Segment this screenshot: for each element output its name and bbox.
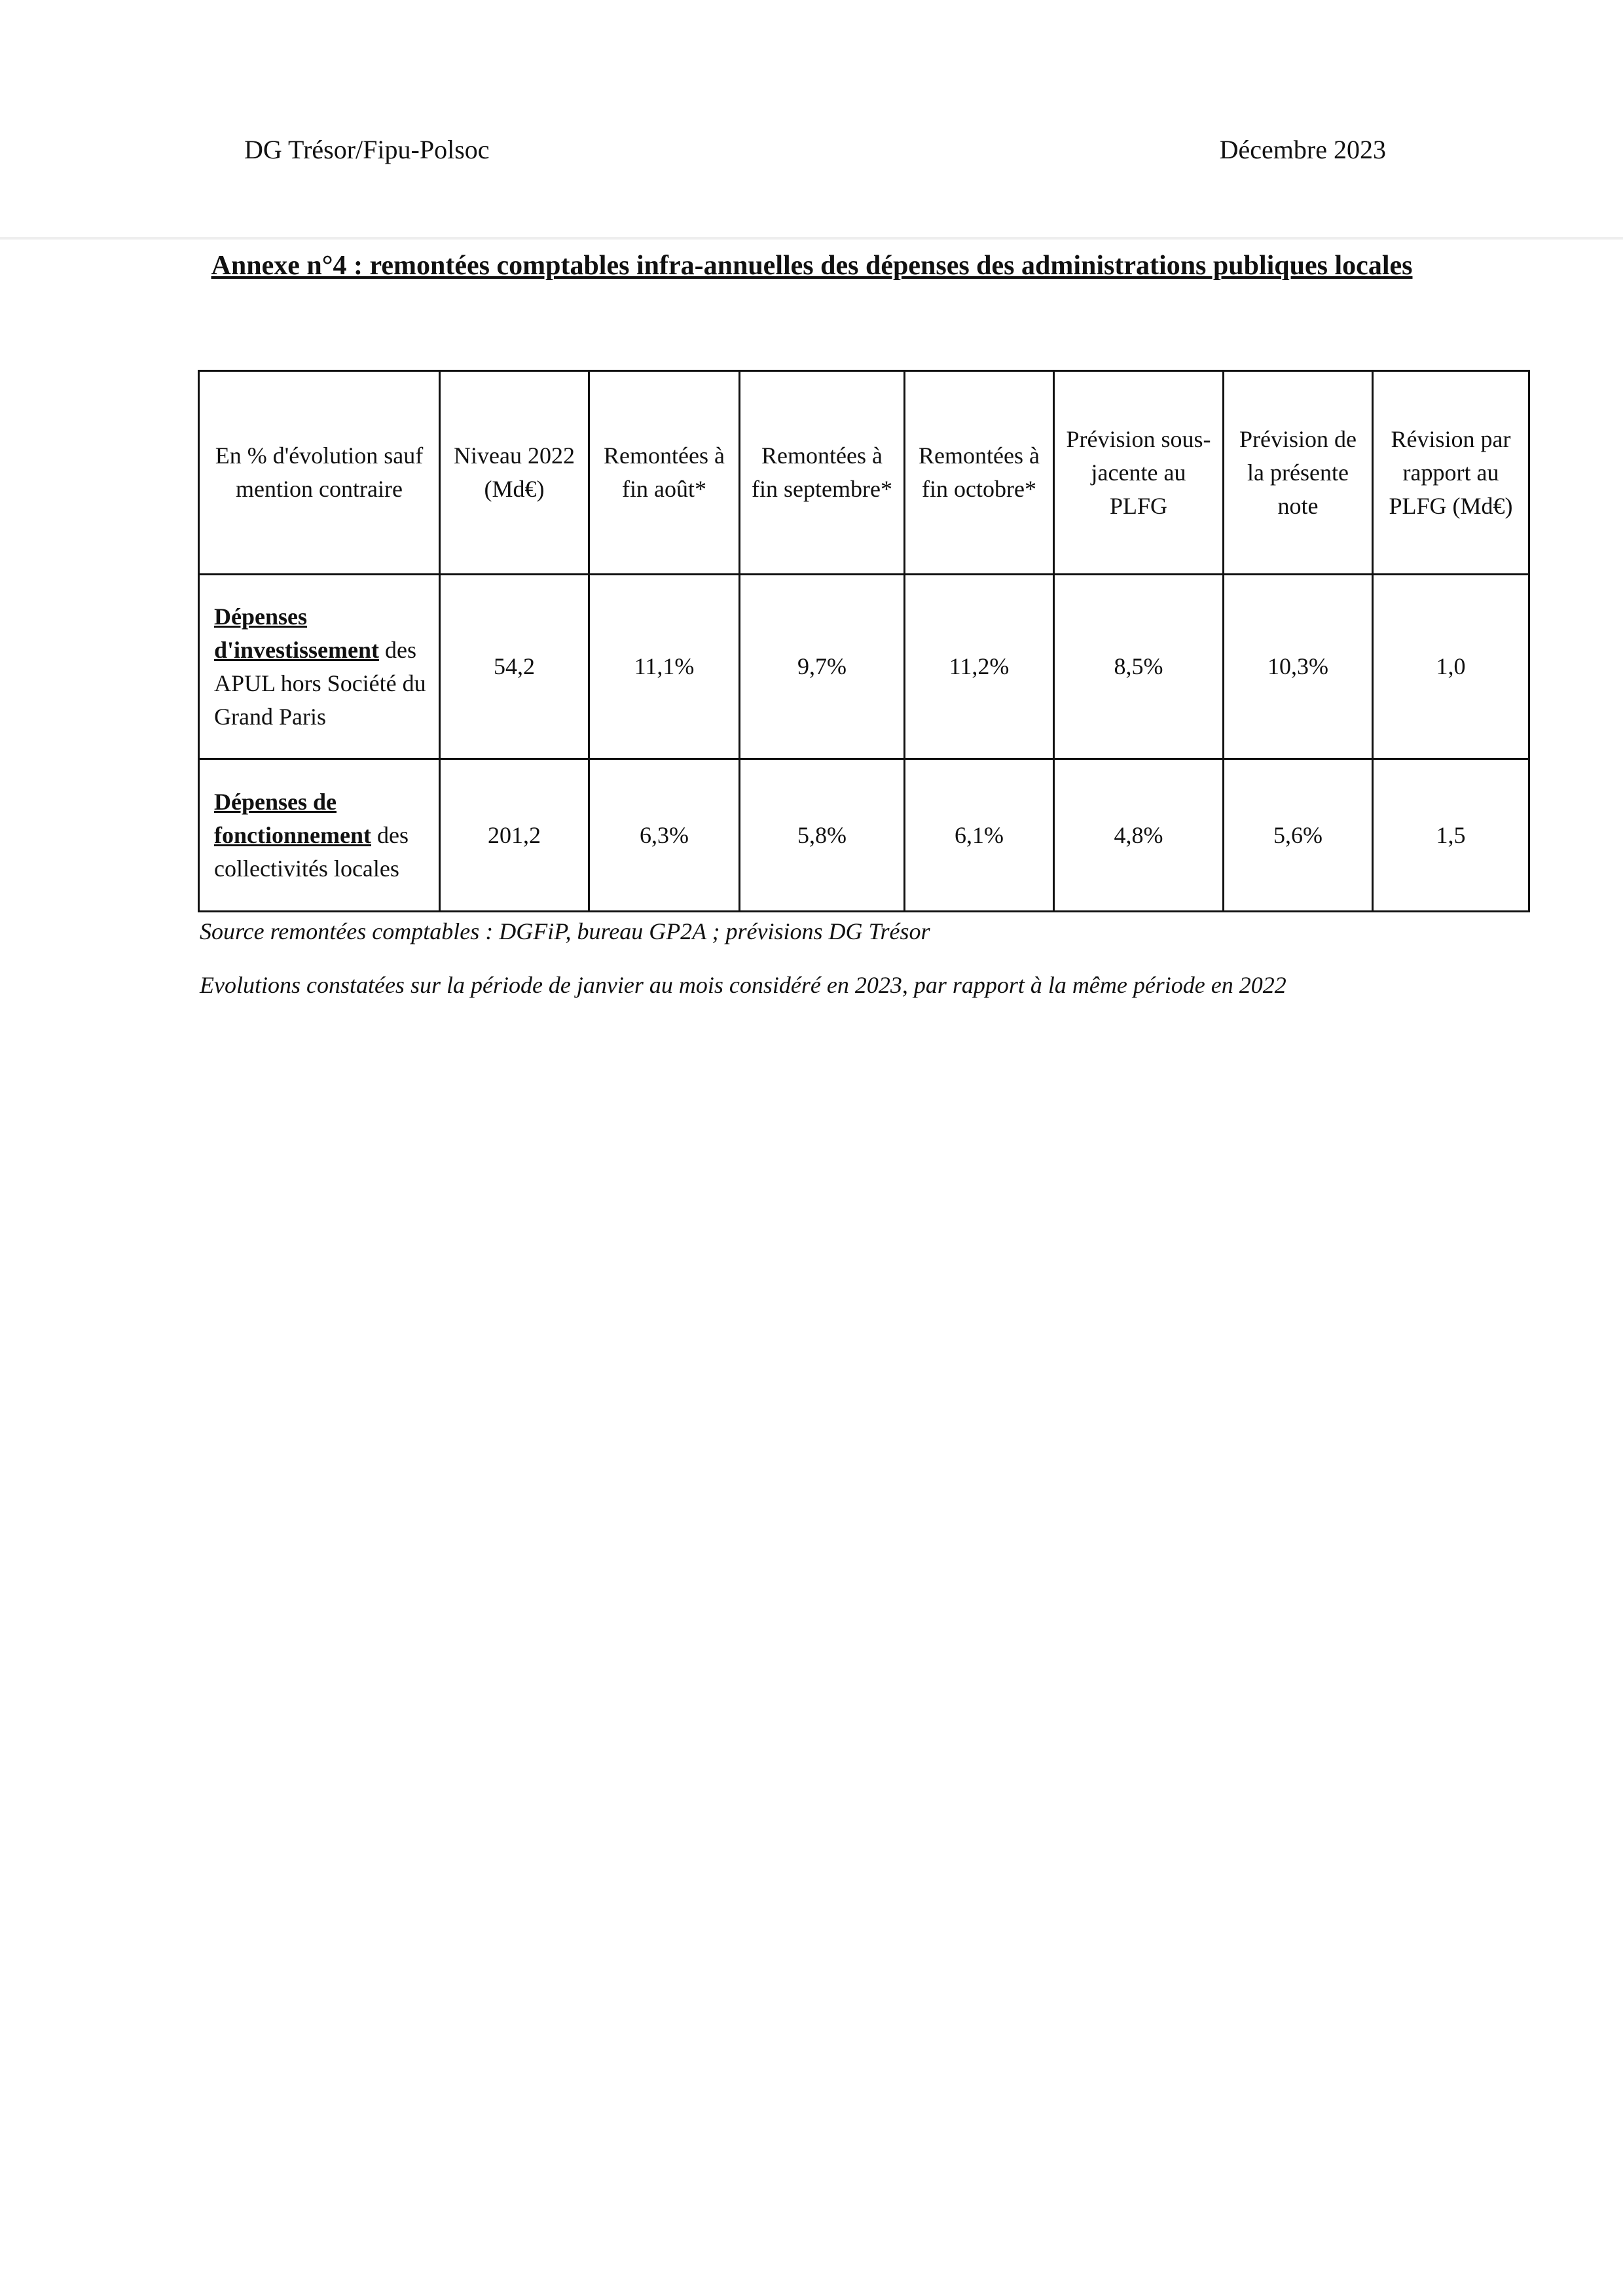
table-cell: 6,1% — [905, 759, 1054, 912]
table-cell: 11,1% — [589, 575, 740, 759]
column-header: Remontées à fin octobre* — [905, 371, 1054, 575]
table-cell: 6,3% — [589, 759, 740, 912]
header-date: Décembre 2023 — [1219, 135, 1386, 164]
table-row — [199, 759, 1529, 912]
table-cell: 54,2 — [440, 575, 589, 759]
table-cell: 8,5% — [1054, 575, 1224, 759]
table-cell: 11,2% — [905, 575, 1054, 759]
data-table — [198, 370, 1530, 912]
column-header: En % d'évolution sauf mention contraire — [199, 371, 440, 575]
column-header: Niveau 2022 (Md€) — [440, 371, 589, 575]
header-divider — [0, 237, 1623, 240]
table-cell: 5,8% — [740, 759, 905, 912]
row-label — [199, 759, 440, 912]
table-row — [199, 575, 1529, 759]
table-cell: 5,6% — [1224, 759, 1373, 912]
column-header: Prévision de la présente note — [1224, 371, 1373, 575]
source-note: Source remontées comptables : DGFiP, bureau GP2A ; prévisions DG Trésor — [200, 918, 930, 944]
evolution-note: Evolutions constatées sur la période de janvier au mois considéré en 2023, par rapport à la même période en 2022 — [200, 972, 1286, 998]
row-label — [199, 575, 440, 759]
row-label-bold: Dépenses de fonctionnement — [214, 788, 371, 848]
table-cell: 4,8% — [1054, 759, 1224, 912]
column-header: Remontées à fin août* — [589, 371, 740, 575]
table-cell: 9,7% — [740, 575, 905, 759]
page-title: Annexe n°4 : remontées comptables infra-annuelles des dépenses des administrations publiques locales — [211, 251, 1413, 281]
column-header: Remontées à fin septembre* — [740, 371, 905, 575]
table-cell: 10,3% — [1224, 575, 1373, 759]
table-cell: 1,5 — [1373, 759, 1529, 912]
column-header: Révision par rapport au PLFG (Md€) — [1373, 371, 1529, 575]
row-label-rest: des collectivités locales — [214, 821, 409, 882]
table-cell: 1,0 — [1373, 575, 1529, 759]
table-cell: 201,2 — [440, 759, 589, 912]
header-left: DG Trésor/Fipu-Polsoc — [244, 135, 490, 164]
column-header: Prévision sous-jacente au PLFG — [1054, 371, 1224, 575]
table-header-row — [199, 371, 1529, 575]
row-label-rest: des APUL hors Société du Grand Paris — [214, 636, 426, 730]
row-label-bold: Dépenses d'investissement — [214, 603, 379, 663]
